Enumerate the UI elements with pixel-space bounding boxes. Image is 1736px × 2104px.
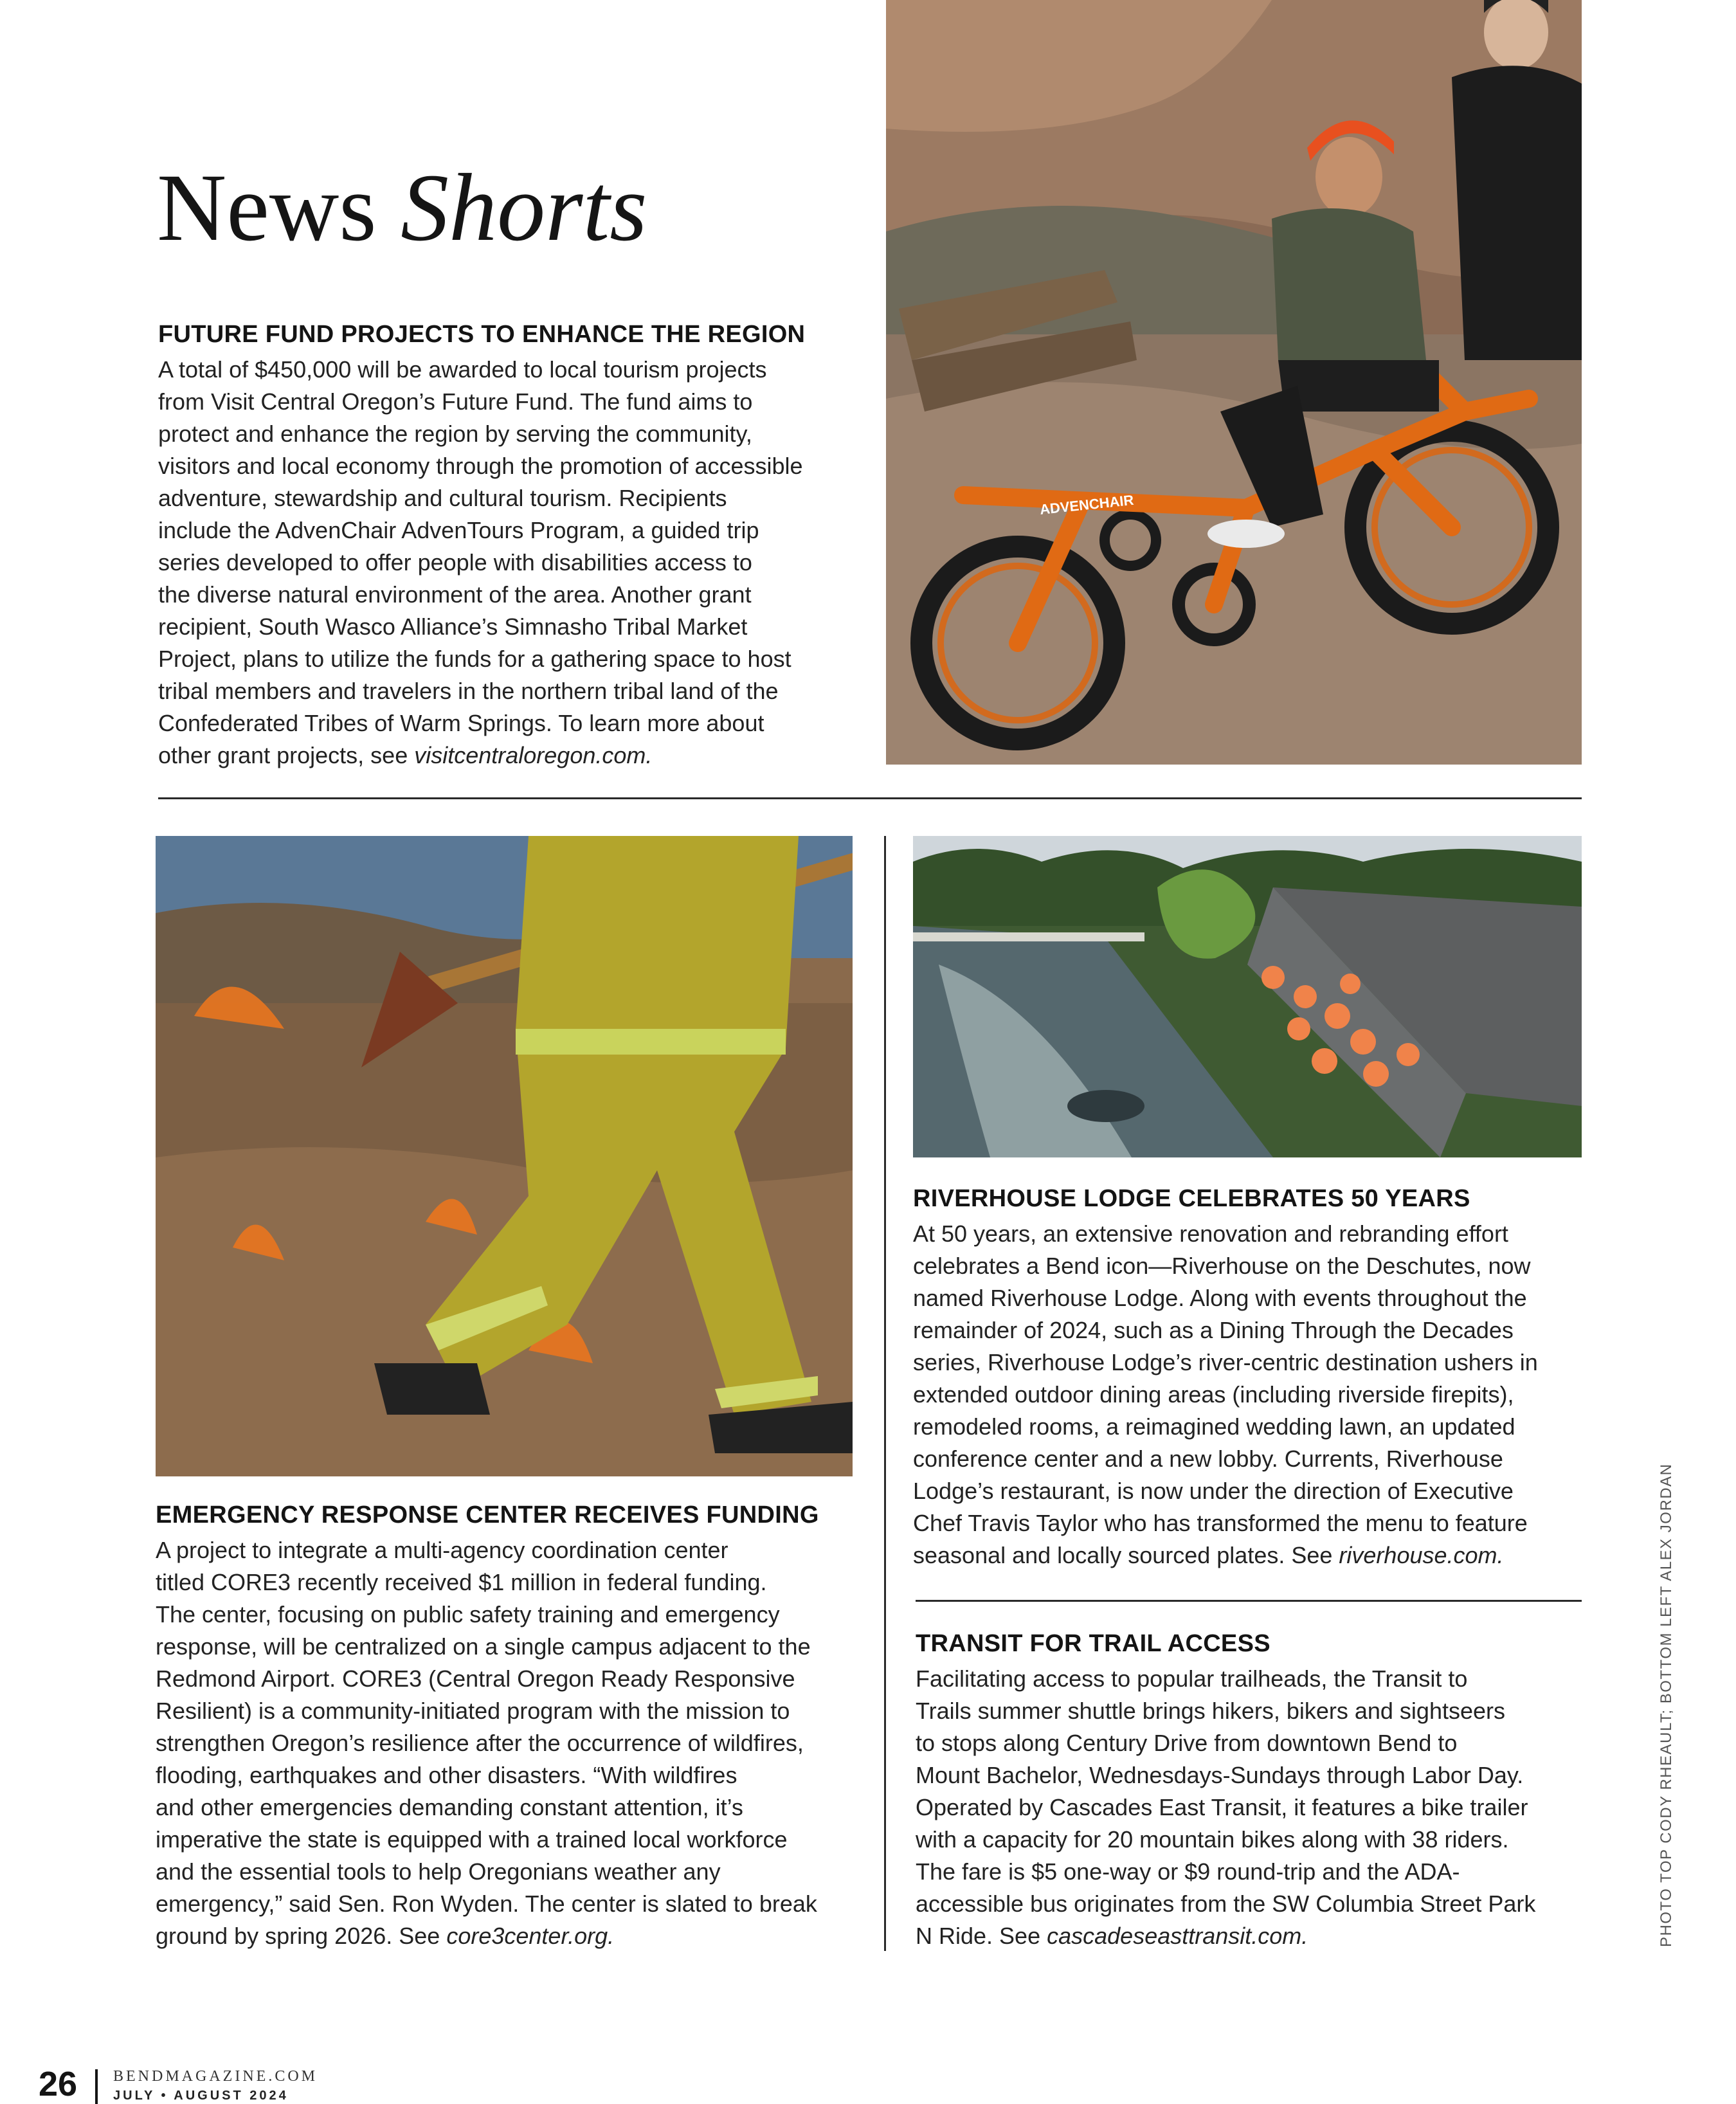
footer-issue: JULY • AUGUST 2024 [113,2089,289,2103]
article-line: response, will be centralized on a single campus adjacent to the [156,1633,811,1660]
photo-riverhouse [913,836,1582,1157]
article-line: series, Riverhouse Lodge’s river-centric destination ushers in [913,1348,1538,1375]
page-number: 26 [39,2065,78,2103]
article-line: protect and enhance the region by serving the community, [158,420,752,447]
article-line-text: seasonal and locally sourced plates. See [913,1541,1339,1568]
article-line: Operated by Cascades East Transit, it features a bike trailer [916,1793,1528,1820]
article-line: Facilitating access to popular trailheads, the Transit to [916,1665,1468,1692]
article-line: remodeled rooms, a reimagined wedding lawn, an updated [913,1413,1515,1440]
article-line-last [916,1920,1535,1952]
article-body [158,354,805,772]
title-roman: News [157,154,377,261]
article-link[interactable]: core3center.org. [446,1922,615,1949]
article-line: celebrates a Bend icon—Riverhouse on the Deschutes, now [913,1252,1531,1279]
article-line: flooding, earthquakes and other disasters. “With wildfires [156,1761,737,1788]
article-line: adventure, stewardship and cultural tourism. Recipients [158,484,727,511]
article-emergency-response [156,1501,819,1952]
article-line: series developed to offer people with disabilities access to [158,549,752,576]
article-line: the diverse natural environment of the area. Another grant [158,581,752,608]
article-heading: EMERGENCY RESPONSE CENTER RECEIVES FUNDING [156,1501,819,1528]
article-line: and the essential tools to help Oregonians weather any [156,1858,721,1885]
title-italic: Shorts [401,154,647,261]
footer-site: BENDMAGAZINE.COM [113,2068,318,2085]
page-title [157,154,647,261]
article-line: titled CORE3 recently received $1 million in federal funding. [156,1568,767,1595]
article-heading: RIVERHOUSE LODGE CELEBRATES 50 YEARS [913,1185,1470,1212]
article-line: remainder of 2024, such as a Dining Through the Decades [913,1316,1514,1343]
article-line: At 50 years, an extensive renovation and rebranding effort [913,1220,1508,1247]
article-transit [916,1629,1535,1952]
article-body [916,1663,1535,1952]
article-line: The center, focusing on public safety training and emergency [156,1601,780,1628]
article-line: Resilient) is a community-initiated program with the mission to [156,1697,790,1724]
article-line: with a capacity for 20 mountain bikes along with 38 riders. [916,1826,1509,1853]
article-line-last [156,1920,819,1952]
article-line: to stops along Century Drive from downtown Bend to [916,1729,1458,1756]
article-link[interactable]: riverhouse.com. [1339,1541,1504,1568]
article-line-text: ground by spring 2026. See [156,1922,447,1949]
article-line: conference center and a new lobby. Currents, Riverhouse [913,1445,1503,1472]
article-line: Redmond Airport. CORE3 (Central Oregon Ready Responsive [156,1665,795,1692]
article-line: Project, plans to utilize the funds for a gathering space to host [158,645,791,672]
article-line: include the AdvenChair AdvenTours Program, a guided trip [158,516,759,543]
photo-advenchair [886,0,1582,765]
article-line: visitors and local economy through the promotion of accessible [158,452,803,479]
article-line: emergency,” said Sen. Ron Wyden. The center is slated to break [156,1890,817,1917]
article-line: recipient, South Wasco Alliance’s Simnasho Tribal Market [158,613,748,640]
section-divider [158,797,1582,799]
article-riverhouse [913,1184,1538,1572]
article-line: imperative the state is equipped with a trained local workforce [156,1826,788,1853]
article-line: The fare is $5 one-way or $9 round-trip and the ADA- [916,1858,1460,1885]
column-divider [884,836,886,1951]
article-line: accessible bus originates from the SW Columbia Street Park [916,1890,1536,1917]
article-line: Trails summer shuttle brings hikers, bikers and sightseers [916,1697,1505,1724]
article-line: Mount Bachelor, Wednesdays-Sundays through Labor Day. [916,1761,1524,1788]
article-line-last [158,739,805,772]
article-line: A total of $450,000 will be awarded to local tourism projects [158,356,767,383]
folio-divider [95,2069,98,2104]
article-line: and other emergencies demanding constant attention, it’s [156,1793,743,1820]
article-line: from Visit Central Oregon’s Future Fund. The fund aims to [158,388,753,415]
article-line-last [913,1539,1538,1572]
article-heading: TRANSIT FOR TRAIL ACCESS [916,1630,1270,1657]
article-line: A project to integrate a multi-agency coordination center [156,1536,728,1563]
article-divider [916,1600,1582,1602]
article-line: named Riverhouse Lodge. Along with events throughout the [913,1284,1527,1311]
article-line: tribal members and travelers in the northern tribal land of the [158,677,779,704]
article-line: Lodge’s restaurant, is now under the direction of Executive [913,1477,1514,1504]
article-line: Confederated Tribes of Warm Springs. To learn more about [158,709,764,736]
photo-credit: PHOTO TOP CODY RHEAULT; BOTTOM LEFT ALEX JORDAN [1658,1463,1675,1947]
article-line-text: other grant projects, see [158,741,415,768]
article-link[interactable]: visitcentraloregon.com. [414,741,653,768]
article-body [156,1534,819,1952]
article-body [913,1218,1538,1572]
article-future-fund [158,320,805,772]
advenchair-label: ADVENCHAIR [1038,491,1135,518]
article-heading: FUTURE FUND PROJECTS TO ENHANCE THE REGION [158,321,806,348]
article-line: Chef Travis Taylor who has transformed the menu to feature [913,1509,1528,1536]
article-line-text: N Ride. See [916,1922,1047,1949]
article-line: strengthen Oregon’s resilience after the occurrence of wildfires, [156,1729,804,1756]
article-link[interactable]: cascadeseasttransit.com. [1047,1922,1308,1949]
article-line: extended outdoor dining areas (including riverside firepits), [913,1381,1514,1408]
photo-firefighter [156,836,853,1476]
